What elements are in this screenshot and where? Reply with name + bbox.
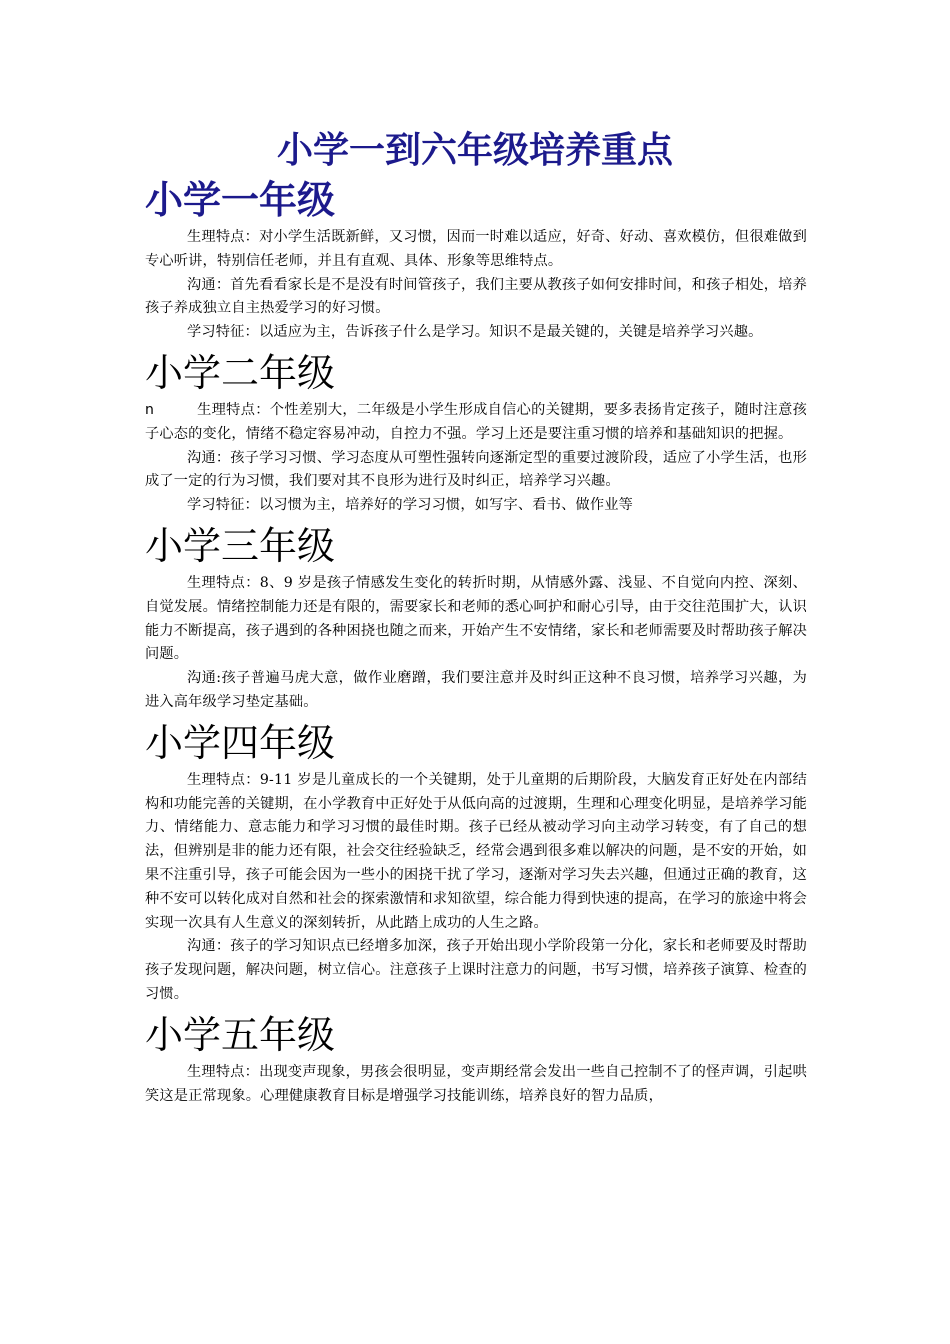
- paragraph: 沟通：孩子的学习知识点已经增多加深，孩子开始出现小学阶段第一分化，家长和老师要及时帮助孩子发现问题，解决问题，树立信心。注意孩子上课时注意力的问题，书写习惯，培养孩子演算、检查的习惯。: [145, 938, 807, 1002]
- section-grade-1: [145, 176, 807, 345]
- section-grade-4: [145, 719, 807, 1007]
- section-grade-2: [145, 349, 807, 518]
- paragraph: 生理特点：出现变声现象，男孩会很明显，变声期经常会发出一些自己控制不了的怪声调，引起哄笑这是正常现象。心理健康教育目标是增强学习技能训练，培养良好的智力品质，: [145, 1063, 807, 1104]
- section-heading: 小学三年级: [145, 523, 336, 568]
- section-heading: 小学五年级: [145, 1012, 336, 1057]
- paragraph: 沟通：孩子学习习惯、学习态度从可塑性强转向逐渐定型的重要过渡阶段，适应了小学生活，也形成了一定的行为习惯，我们要对其不良形为进行及时纠正，培养学习兴趣。: [145, 449, 807, 490]
- section-heading: 小学一年级: [145, 178, 336, 222]
- paragraph: 沟通：首先看看家长是不是没有时间管孩子，我们主要从教孩子如何安排时间，和孩子相处，培养孩子养成独立自主热爱学习的好习惯。: [145, 276, 807, 317]
- section-grade-3: [145, 522, 807, 715]
- section-grade-5: [145, 1011, 807, 1109]
- paragraph-text: 生理特点：个性差别大，二年级是小学生形成自信心的关键期，要多表扬肯定孩子，随时注意孩子心态的变化，情绪不稳定容易冲动，自控力不强。学习上还是要注重习惯的培养和基础知识的把握。: [145, 401, 807, 442]
- paragraph: 学习特征：以适应为主，告诉孩子什么是学习。知识不是最关键的，关键是培养学习兴趣。: [187, 324, 763, 341]
- paragraph: 生理特点：9-11 岁是儿童成长的一个关键期，处于儿童期的后期阶段，大脑发育正好处在内部结构和功能完善的关键期，在小学教育中正好处于从低向高的过渡期，生理和心理变化明显，是培养学习能力、情绪能力、意志能力和学习习惯的最佳时期。孩子已经从被动学习向主动学习转变，有了自己的想法，但辨别是非的能力还有限，社会交往经验缺乏，经常会遇到很多难以解决的问题，是不安的开始，如果不注重引导，孩子可能会因为一些小的困挠干扰了学习，逐渐对学习失去兴趣，但通过正确的教育，这种不安可以转化成对自然和社会的探索激情和求知欲望，综合能力得到快速的提高，在学习的旅途中将会实现一次具有人生意义的深刻转折，从此踏上成功的人生之路。: [145, 771, 807, 931]
- paragraph: 沟通:孩子普遍马虎大意，做作业磨蹭，我们要注意并及时纠正这种不良习惯，培养学习兴趣，为进入高年级学习垫定基础。: [145, 670, 807, 710]
- bullet-marker: n: [145, 401, 155, 418]
- paragraph: 生理特点：对小学生活既新鲜，又习惯，因而一时难以适应，好奇、好动、喜欢模仿，但很难做到专心听讲，特别信任老师，并且有直观、具体、形象等思维特点。: [145, 229, 807, 269]
- paragraph: 学习特征：以习惯为主，培养好的学习习惯，如写字、看书、做作业等: [187, 497, 634, 514]
- document-title: 小学一到六年级培养重点: [276, 130, 673, 171]
- document-body: [145, 176, 807, 1108]
- section-heading: 小学二年级: [145, 350, 336, 395]
- section-heading: 小学四年级: [145, 720, 336, 765]
- paragraph: [145, 399, 807, 447]
- paragraph: 生理特点：8、9 岁是孩子情感发生变化的转折时期，从情感外露、浅显、不自觉向内控、深刻、自觉发展。情绪控制能力还是有限的，需要家长和老师的悉心呵护和耐心引导，由于交往范围扩大，认识能力不断提高，孩子遇到的各种困挠也随之而来，开始产生不安情绪，家长和老师需要及时帮助孩子解决问题。: [145, 574, 807, 663]
